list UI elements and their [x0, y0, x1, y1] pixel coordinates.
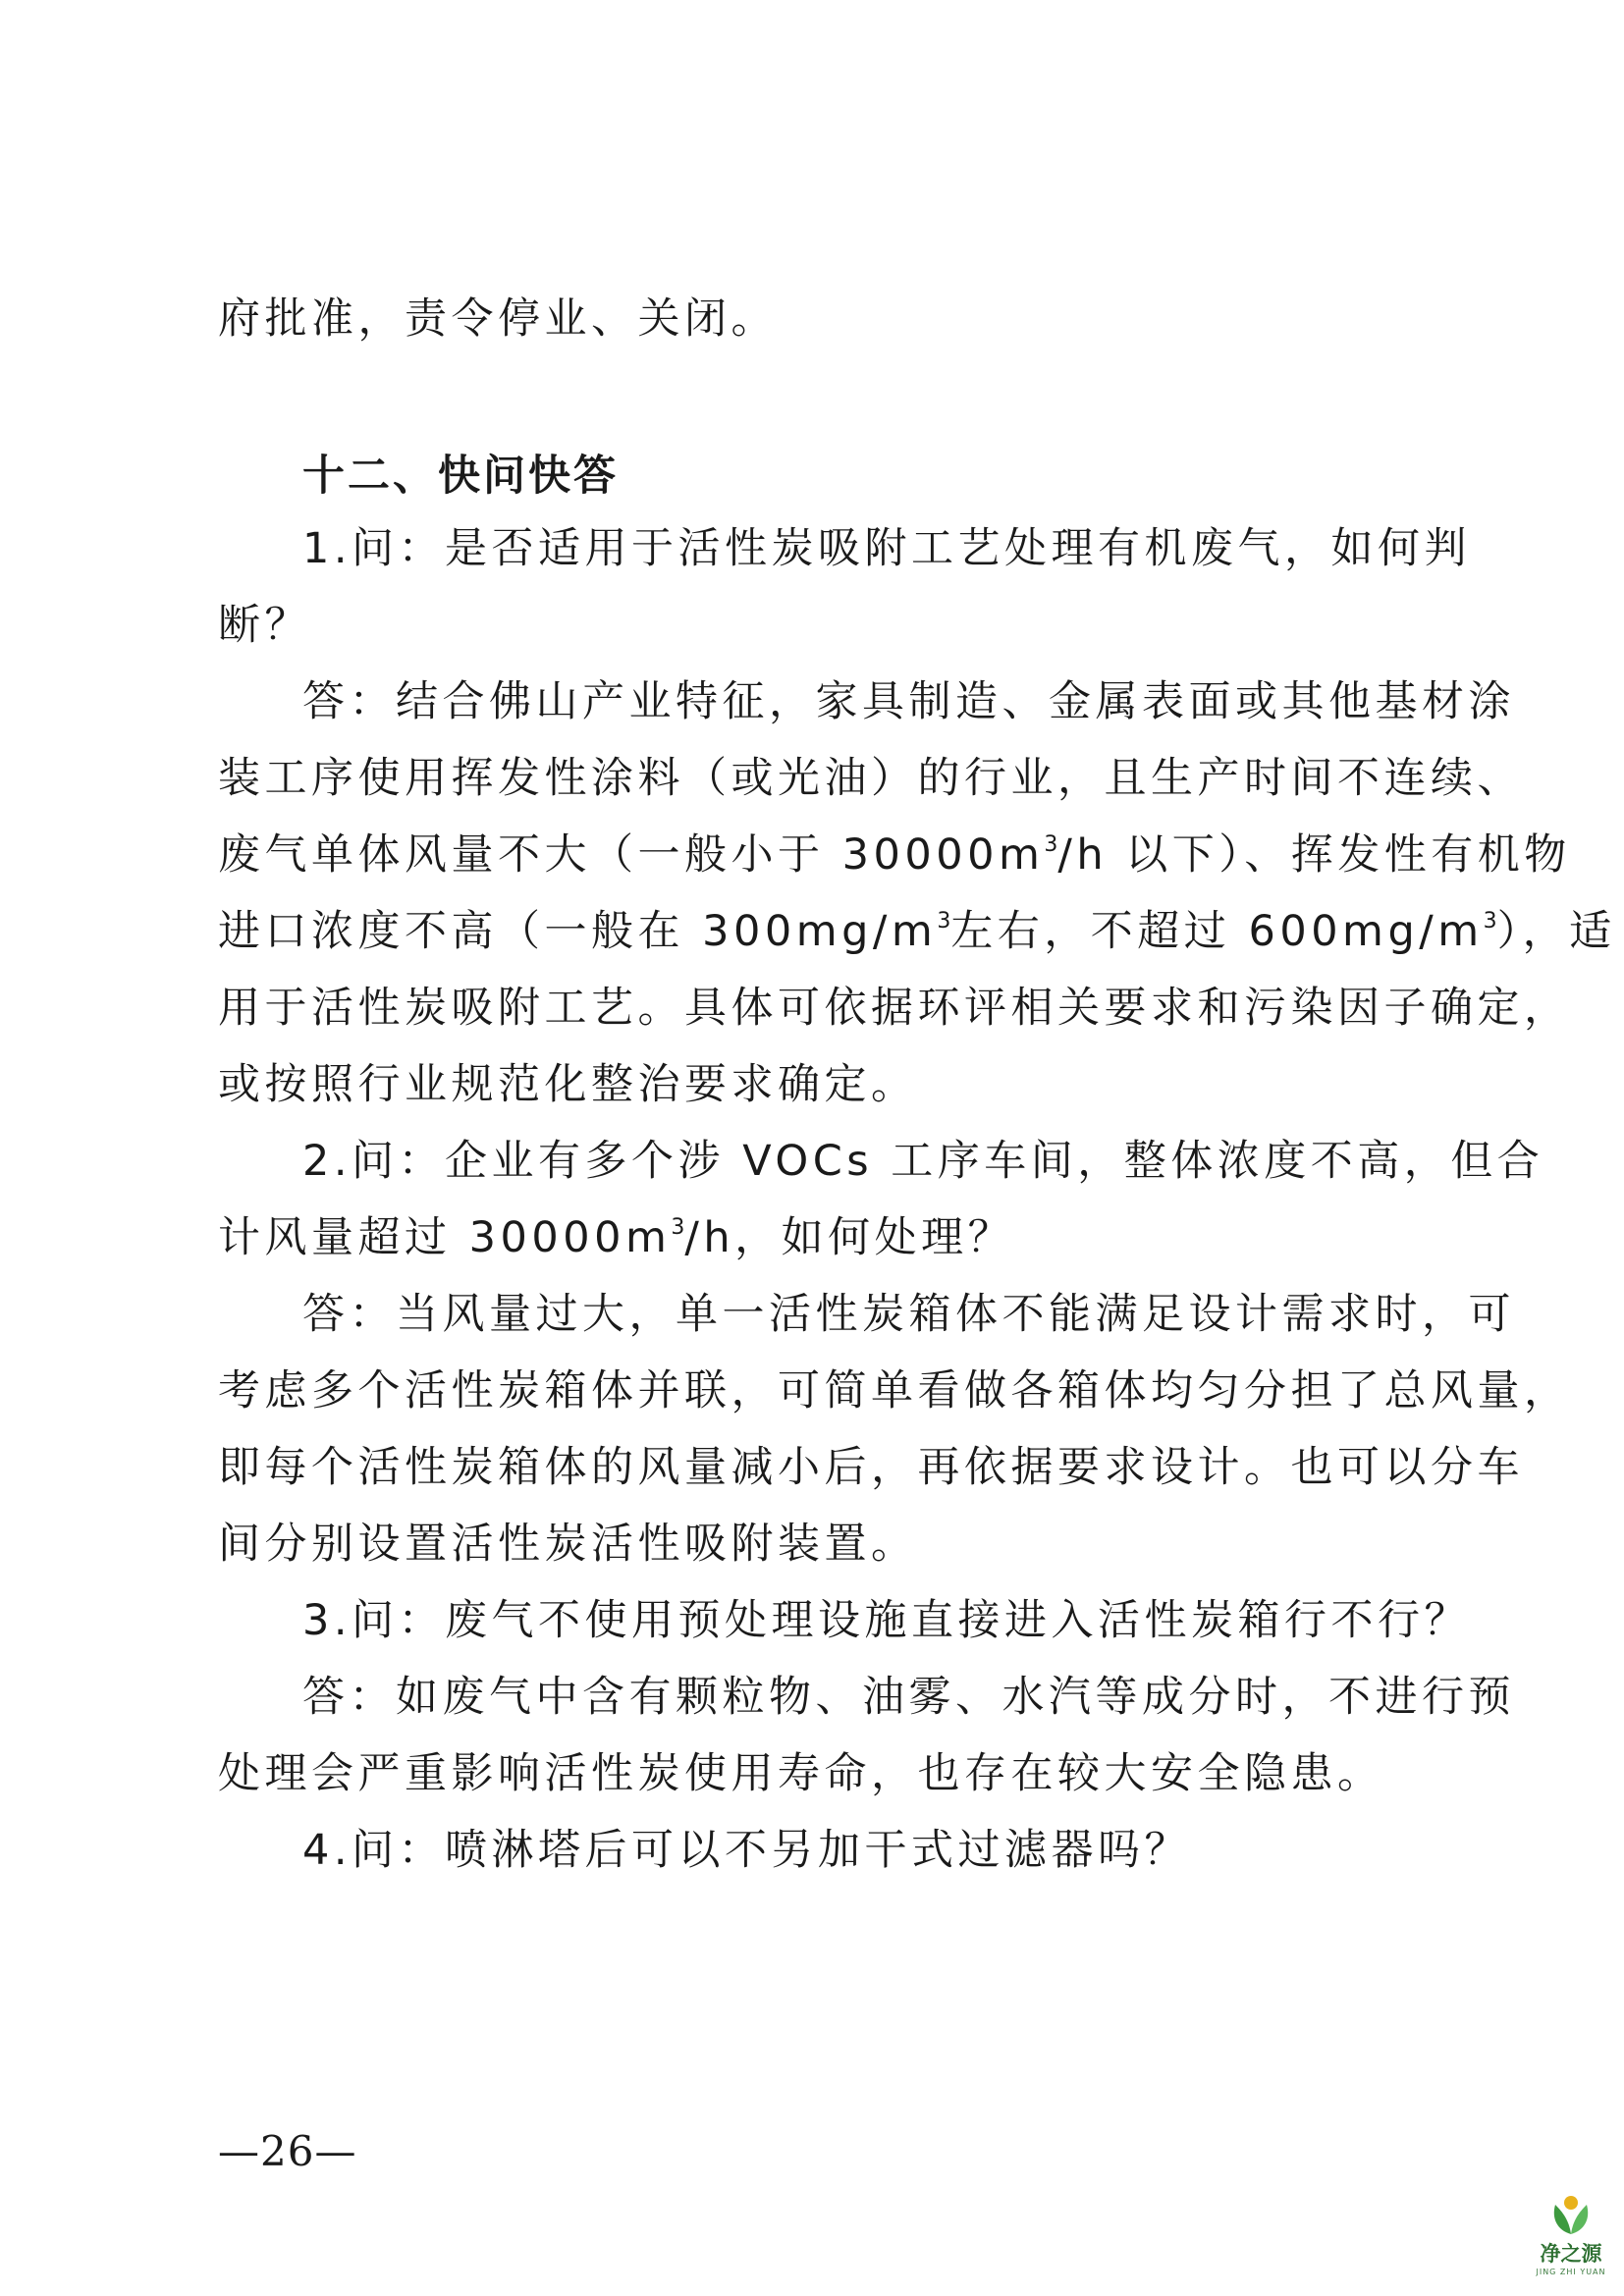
logo-name: 净之源: [1540, 2242, 1602, 2266]
text-run: 左右，不超过 600mg/m: [950, 907, 1484, 956]
answer-line: 装工序使用挥发性涂料（或光油）的行业，且生产时间不连续、: [218, 754, 1524, 803]
answer-line: 答：结合佛山产业特征，家具制造、金属表面或其他基材涂: [302, 677, 1515, 726]
answer-line: 考虑多个活性炭箱体并联，可简单看做各箱体均匀分担了总风量，: [218, 1366, 1571, 1415]
superscript: 3: [1483, 909, 1497, 934]
question-line: 断？: [218, 601, 311, 650]
answer-line: 答：如废气中含有颗粒物、油雾、水汽等成分时，不进行预: [302, 1673, 1515, 1722]
logo-subtitle: JING ZHI YUAN: [1536, 2268, 1606, 2276]
superscript: 3: [1044, 832, 1058, 857]
page-number: —26—: [218, 2127, 357, 2175]
text-run: ），适: [1496, 907, 1616, 956]
leaf-logo-icon: [1547, 2191, 1595, 2238]
section-heading: 十二、快问快答: [302, 452, 619, 501]
question-line: [218, 1208, 1014, 1267]
text-run: /h，如何处理？: [684, 1213, 1015, 1262]
text-run: 计风量超过 30000m: [218, 1213, 672, 1262]
answer-line: 或按照行业规范化整治要求确定。: [218, 1060, 918, 1109]
paragraph-line: 府批准，责令停业、关闭。: [218, 294, 778, 344]
answer-line: [218, 902, 1616, 961]
text-run: 进口浓度不高（一般在 300mg/m: [218, 907, 938, 956]
question-line: 2.问：企业有多个涉 VOCs 工序车间，整体浓度不高，但合: [302, 1137, 1544, 1186]
answer-line: 答：当风量过大，单一活性炭箱体不能满足设计需求时，可: [302, 1290, 1515, 1339]
answer-line: [218, 826, 1571, 884]
question-line: 1.问：是否适用于活性炭吸附工艺处理有机废气，如何判: [302, 524, 1472, 573]
text-run: /h 以下）、挥发性有机物: [1057, 830, 1571, 880]
superscript: 3: [937, 909, 951, 934]
text-run: 废气单体风量不大（一般小于 30000m: [218, 830, 1045, 880]
answer-line: 间分别设置活性炭活性吸附装置。: [218, 1520, 918, 1569]
question-line: 4.问：喷淋塔后可以不另加干式过滤器吗？: [302, 1826, 1192, 1875]
superscript: 3: [671, 1215, 685, 1240]
question-line: 3.问：废气不使用预处理设施直接进入活性炭箱行不行？: [302, 1596, 1472, 1645]
answer-line: 即每个活性炭箱体的风量减小后，再依据要求设计。也可以分车: [218, 1443, 1524, 1492]
answer-line: 处理会严重影响活性炭使用寿命，也存在较大安全隐患。: [218, 1749, 1384, 1798]
brand-logo: [1526, 2191, 1616, 2291]
answer-line: 用于活性炭吸附工艺。具体可依据环评相关要求和污染因子确定，: [218, 984, 1571, 1033]
